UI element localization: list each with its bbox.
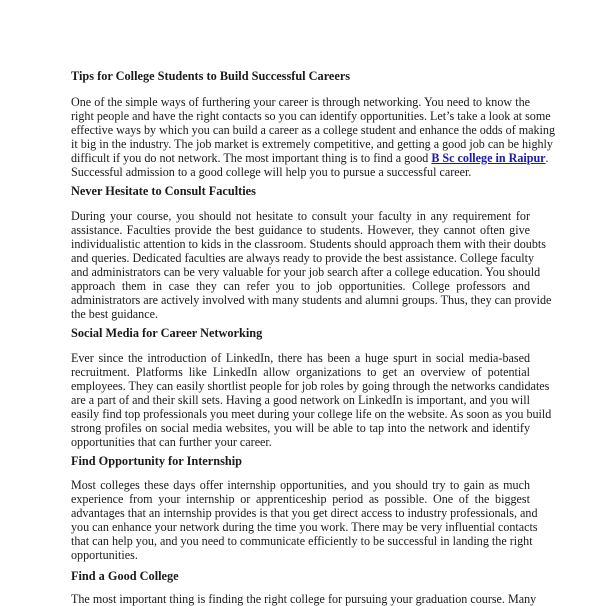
social-media-paragraph (71, 351, 552, 449)
text-line: One of the simple ways of furthering your career is through networking. You need to know the (71, 95, 530, 109)
text-line: it big in the industry. The job market is extremely competitive, and getting a good job can be highly (71, 137, 553, 151)
text-line: the best guidance. (71, 307, 158, 321)
text-line: opportunities. (71, 548, 138, 562)
good-college-paragraph (71, 592, 537, 606)
text-line: and administrators can be very valuable for your job search after a college education. You should (71, 265, 541, 279)
section-heading-social-media: Social Media for Career Networking (71, 326, 263, 340)
text-line: right people and have the right contacts so you can identify opportunities. Let’s take a look at some (71, 109, 551, 123)
text-line: During your course, you should not hesitate to consult your faculty in any requirement for (71, 209, 530, 223)
text-line: administrators are actively involved with many students and alumni groups. Thus, they can provide (71, 293, 552, 307)
text-line: The most important thing is finding the right college for pursuing your graduation course. Many (71, 592, 537, 606)
bsc-college-raipur-link[interactable]: B Sc college in Raipur (431, 151, 546, 165)
text-line: assistance. Faculties provide the best guidance to students. However, they cannot often give (71, 223, 530, 237)
link-suffix: . (545, 151, 549, 165)
text-line: Successful admission to a good college will help you to pursue a successful career. (71, 165, 472, 179)
text-line: individualistic attention to kids in the classroom. Students should approach them with their doubts (71, 237, 546, 251)
section-heading-faculties: Never Hesitate to Consult Faculties (71, 184, 256, 198)
text-line: advantages that an internship provides is that you get direct access to industry professionals, and (71, 506, 538, 520)
text-line: are a part of and their skill sets. Having a good network on LinkedIn is important, and you will (71, 393, 530, 407)
text-line: opportunities that can further your career. (71, 435, 272, 449)
text-line: Most colleges these days offer internship opportunities, and you should try to gain as much (71, 478, 530, 492)
text-segment: difficult if you do not network. The most important thing is to find a good (71, 151, 432, 165)
text-line: approach them in case they can refer you to job opportunities. College professors and (71, 279, 530, 293)
text-line: you can enhance your network during the time you work. There may be very influential contacts (71, 520, 538, 534)
text-line: Ever since the introduction of LinkedIn, there has been a huge spurt in social media-based (71, 351, 530, 365)
text-line: recruitment. Platforms like LinkedIn allow organizations to get an overview of potential (71, 365, 530, 379)
section-heading-internship: Find Opportunity for Internship (71, 454, 242, 468)
faculties-paragraph (71, 209, 552, 321)
text-line: experience from your internship or apprenticeship period as possible. One of the biggest (71, 492, 530, 506)
text-line: that can help you, and you need to communicate efficiently to be successful in landing the right (71, 534, 533, 548)
intro-paragraph (71, 95, 556, 179)
text-line: easily find top professionals you meet during your college life on the website. As soon as you build (71, 407, 552, 421)
text-line-with-link (71, 151, 549, 165)
text-line: effective ways by which you can build a career as a college student and enhance the odds of making (71, 123, 556, 137)
text-line: employees. They can easily shortlist people for job roles by going through the networks candidates (71, 379, 550, 393)
document-title: Tips for College Students to Build Successful Careers (71, 69, 351, 83)
internship-paragraph (71, 478, 538, 562)
text-line: and queries. Dedicated faculties are always ready to provide the best assistance. College faculty (71, 251, 535, 265)
section-heading-good-college: Find a Good College (71, 569, 179, 583)
text-line: strong profiles on social media websites, you will be able to tap into the network and identify (71, 421, 530, 435)
